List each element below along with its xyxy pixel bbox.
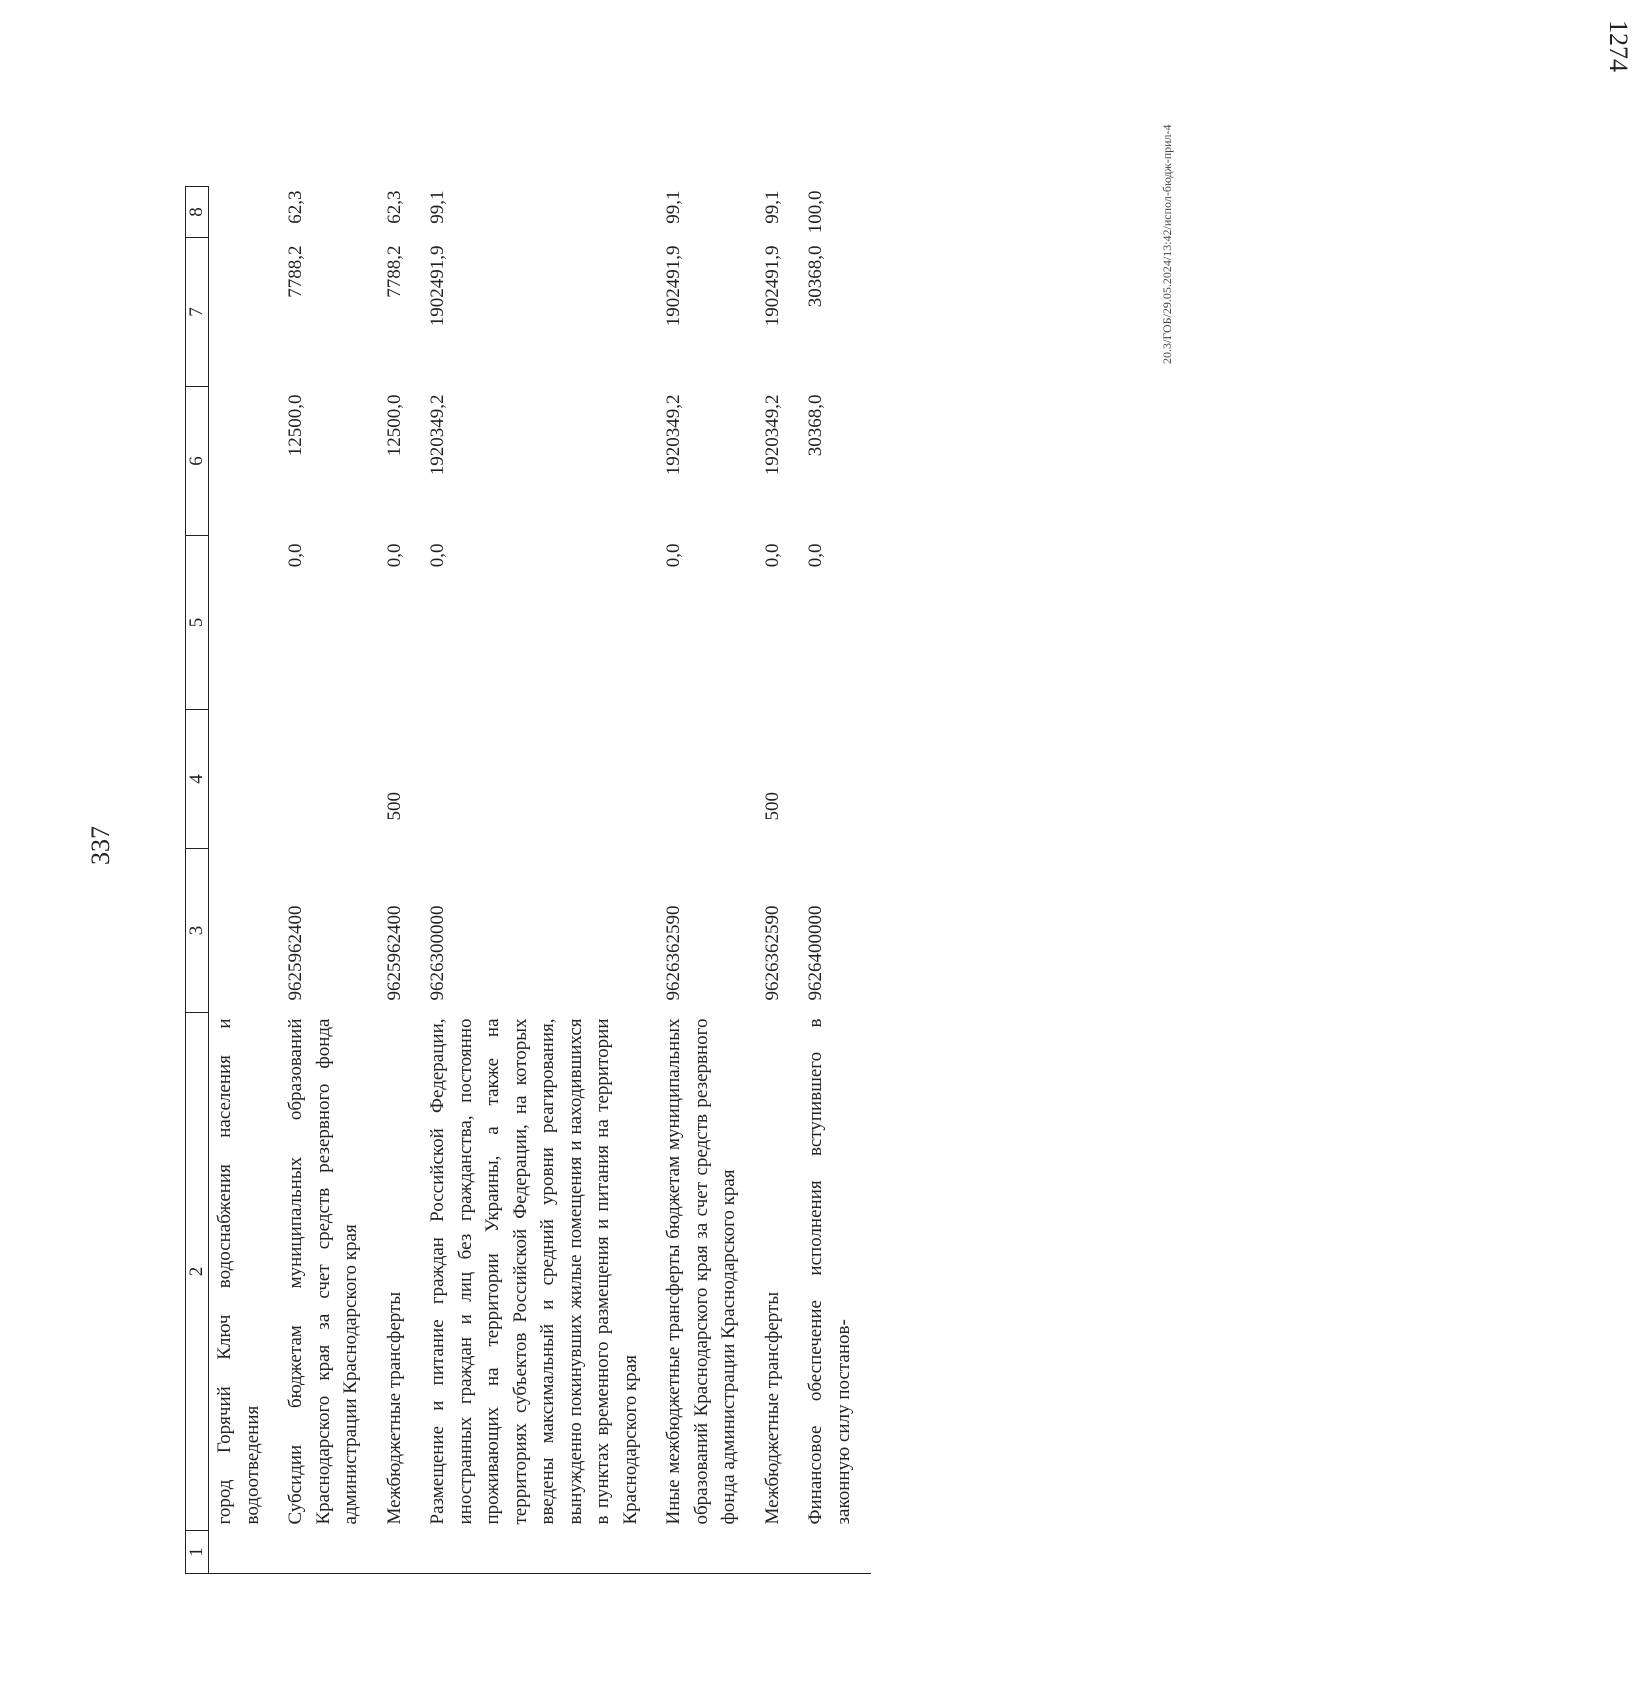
row-number-cell [209, 1531, 281, 1574]
row-col6-cell: 1920349,2 [663, 394, 684, 476]
row-code-cell: 9626362590 [663, 905, 684, 1001]
row-code-cell: 9626400000 [805, 905, 826, 1001]
row-col6-cell: 1920349,2 [761, 394, 783, 476]
row-col7-cell: 7788,2 [285, 245, 306, 298]
row-col5-cell: 0,0 [805, 543, 826, 568]
table-header-row [186, 187, 209, 1574]
row-col5-cell: 0,0 [383, 543, 405, 568]
table-row [658, 187, 757, 1574]
row-number-cell [800, 1531, 871, 1574]
row-code-cell: 9626362590 [761, 905, 783, 1001]
column-header: 2 [186, 1013, 209, 1531]
row-col6-cell [209, 387, 281, 536]
row-col7-cell [209, 238, 281, 387]
row-code-cell: 9625962400 [285, 905, 306, 1001]
row-kvr-cell [422, 710, 658, 849]
row-code-cell: 9626300000 [427, 905, 448, 1001]
page-number: 337 [86, 826, 115, 865]
row-col6-cell: 30368,0 [805, 394, 826, 457]
column-header: 8 [186, 187, 209, 238]
row-col5-cell: 0,0 [761, 543, 783, 568]
sheet-number: 1274 [1604, 20, 1633, 72]
row-name-cell: Субсидии бюджетам муниципальных образований Краснодарского края за счет средств резервного фонда администрации Краснодарского края [285, 1018, 361, 1525]
row-kvr-cell: 500 [761, 792, 783, 821]
row-name-cell: город Горячий Ключ водоснабжения населения и водоотведения [214, 1018, 263, 1525]
row-name-cell: Межбюджетные трансферты [383, 1291, 405, 1525]
row-col6-cell: 12500,0 [285, 394, 306, 457]
row-col8-cell: 100,0 [805, 190, 826, 234]
row-col6-cell: 1920349,2 [427, 394, 448, 476]
row-col5-cell: 0,0 [663, 543, 684, 568]
row-col8-cell: 62,3 [383, 190, 405, 224]
row-kvr-cell [280, 710, 379, 849]
table-row [379, 187, 423, 1574]
row-kvr-cell: 500 [383, 792, 405, 821]
row-name-cell: Иные межбюджетные трансферты бюджетам муниципальных образований Краснодарского края за счет средств резервного фонда администрации Краснодарского края [663, 1018, 739, 1525]
row-col8-cell: 99,1 [663, 190, 684, 224]
row-col6-cell: 12500,0 [383, 394, 405, 457]
column-header: 5 [186, 536, 209, 710]
row-number-cell [422, 1531, 658, 1574]
row-name-cell: Размещение и питание граждан Российской Федерации, иностранных граждан и лиц без гражданства, постоянно проживающих на территории Украины, а также на территориях субъектов Российской Федерации, на которых введены максимальный и средний уровни реагирования, вынужденно покинувших жилые помещения и находившихся в пунктах временного размещения и питания на территории Краснодарского края [427, 1018, 641, 1525]
row-col7-cell: 1902491,9 [663, 245, 684, 327]
row-number-cell [280, 1531, 379, 1574]
row-name-cell: Межбюджетные трансферты [761, 1291, 783, 1525]
row-col8-cell [209, 187, 281, 238]
row-kvr-cell [658, 710, 757, 849]
row-code-cell: 9625962400 [383, 905, 405, 1001]
sheet-number-wrapper [1603, 20, 1633, 72]
row-col5-cell [209, 536, 281, 710]
row-col5-cell: 0,0 [285, 543, 306, 568]
table-row [209, 187, 281, 1574]
row-kvr-cell [209, 710, 281, 849]
row-kvr-cell [800, 710, 871, 849]
row-col8-cell: 99,1 [427, 190, 448, 224]
row-number-cell [757, 1531, 801, 1574]
table-row [280, 187, 379, 1574]
row-col8-cell: 62,3 [285, 190, 306, 224]
row-col7-cell: 1902491,9 [427, 245, 448, 327]
row-col7-cell: 1902491,9 [761, 245, 783, 327]
column-header: 6 [186, 387, 209, 536]
column-header: 1 [186, 1531, 209, 1574]
row-code-cell [209, 849, 281, 1013]
row-number-cell [379, 1531, 423, 1574]
table-row [422, 187, 658, 1574]
row-number-cell [658, 1531, 757, 1574]
table-row [757, 187, 801, 1574]
row-col7-cell: 7788,2 [383, 245, 405, 298]
document-stamp: 20.3/ГОБ/29.05.2024/13:42/испол-бюдж-прил-4 [1160, 124, 1174, 364]
column-header: 3 [186, 849, 209, 1013]
column-header: 4 [186, 710, 209, 849]
row-col7-cell: 30368,0 [805, 245, 826, 308]
row-col5-cell: 0,0 [427, 543, 448, 568]
row-col8-cell: 99,1 [761, 190, 783, 224]
table-row [800, 187, 871, 1574]
row-name-cell: Финансовое обеспечение исполнения вступившего в законную силу постанов- [805, 1018, 854, 1525]
column-header: 7 [186, 238, 209, 387]
budget-table [185, 186, 871, 1574]
